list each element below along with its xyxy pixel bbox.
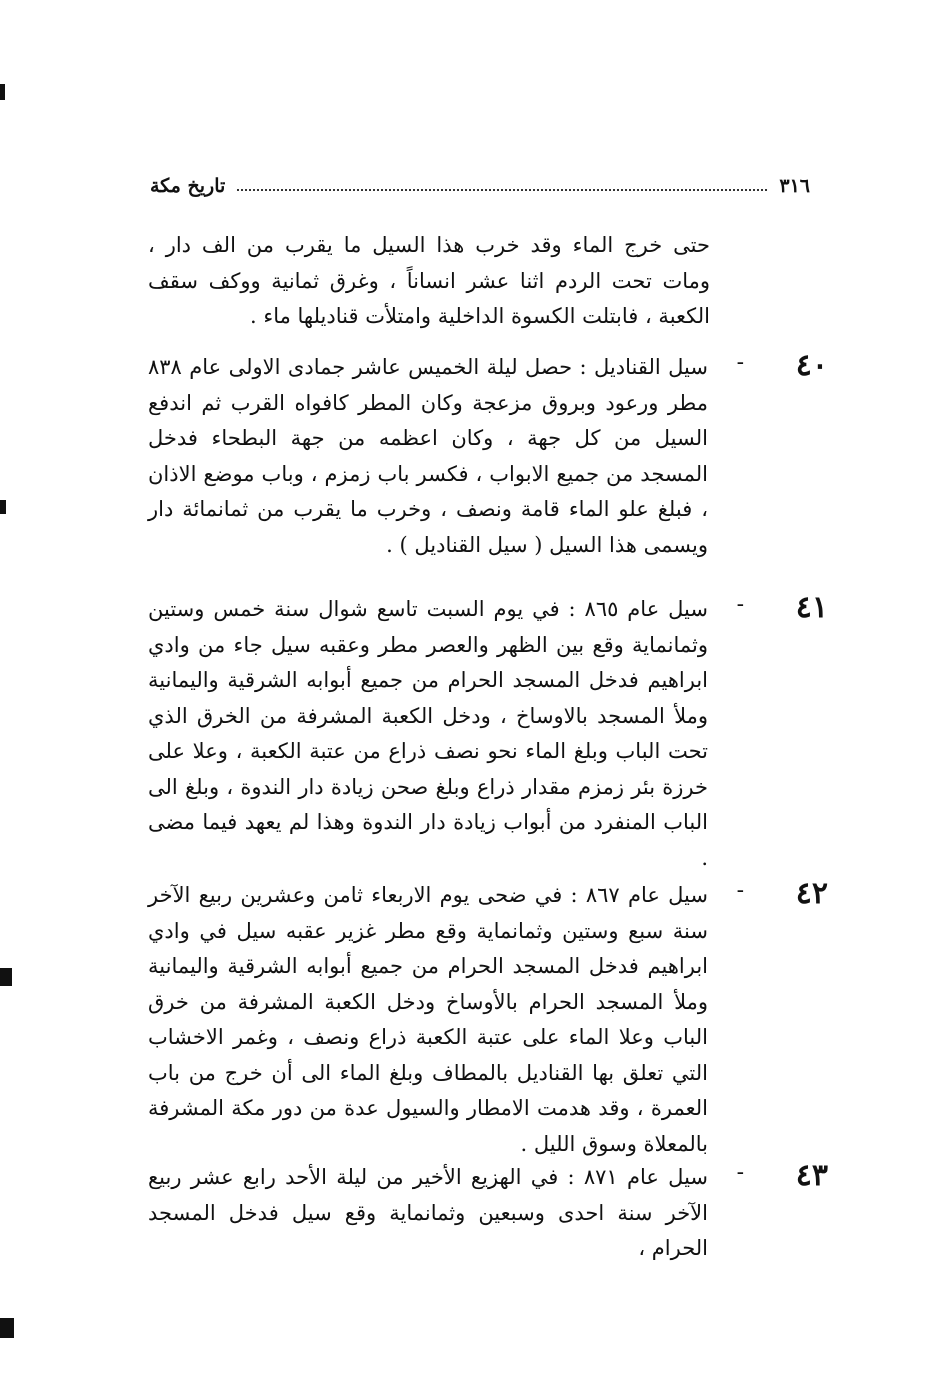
scan-edge-mark — [0, 500, 6, 514]
running-title: تاريخ مكة — [150, 175, 226, 197]
scan-edge-mark — [0, 968, 12, 986]
running-header — [150, 172, 810, 200]
scan-edge-mark — [0, 84, 5, 100]
continuation-paragraph: حتى خرج الماء وقد خرب هذا السيل ما يقرب من الف دار ، ومات تحت الردم اثنا عشر انساناً ، وغرق ثمانية ووكف سقف الكعبة ، فابتلت الكسوة الداخلية وامتلأت قناديلها ماء . — [148, 233, 710, 328]
entry-text: سيل عام ٨٦٥ : في يوم السبت تاسع شوال سنة خمس وستين وثمانماية وقع بين الظهر والعصر مطر وعقبه سيل جاء من وادي ابراهيم فدخل المسجد الحرام من جميع أبوابه الشرقية واليمانية وملأ المسجد بالاوساخ ، ودخل الكعبة المشرفة من الخرق الذي تحت الباب وبلغ الماء نحو نصف ذراع من عتبة الكعبة ، وعلا على خرزة بئر زمزم مقدار ذراع وبلغ صحن زيادة دار الندوة ، وبلغ الى الباب المنفرد من أبواب زيادة دار الندوة وهذا لم يعهد فيما مضى . — [148, 597, 708, 870]
entry-dash: - — [736, 350, 744, 375]
entry-dash: - — [736, 1160, 744, 1185]
header-dotted-leader — [237, 189, 767, 191]
entry-text: سيل القناديل : حصل ليلة الخميس عاشر جمادى الاولى عام ٨٣٨ مطر ورعود وبروق مزعجة وكان المطر كافواه القرب ثم اندفع السيل من كل جهة ، وكان اعظمه من جهة البطحاء فدخل المسجد من جميع الابواب ، فكسر باب زمزم ، وباب موضع الاذان ، فبلغ علو الماء قامة ونصف ، وخرب ما يقرب من ثمانمائة دار ويسمى هذا السيل ( سيل القناديل ) . — [148, 355, 708, 557]
entry-number: ٤٠ — [795, 348, 828, 383]
page-number: ٣١٦ — [779, 175, 810, 197]
entry-number: ٤١ — [795, 590, 828, 625]
entry-dash: - — [736, 878, 744, 903]
scan-edge-mark — [0, 1318, 14, 1338]
entry-number: ٤٣ — [795, 1158, 828, 1193]
entry-text: سيل عام ٨٧١ : في الهزيع الأخير من ليلة الأحد رابع عشر ربيع الآخر سنة احدى وسبعين وثمانماية وقع سيل فدخل المسجد الحرام ، — [148, 1165, 709, 1260]
entry-dash: - — [736, 592, 744, 617]
entry-number: ٤٢ — [795, 876, 828, 911]
entry-text: سيل عام ٨٦٧ : في ضحى يوم الاربعاء ثامن وعشرين ربيع الآخر سنة سبع وستين وثمانماية وقع مطر غزير عقبه سيل في وادي ابراهيم فدخل المسجد الحرام من جميع أبوابه الشرقية واليمانية وملأ المسجد الحرام بالأوساخ ودخل الكعبة المشرفة من خرق الباب وعلا الماء على عتبة الكعبة ذراع ونصف ، وغمر الاخشاب التي تعلق بها القناديل بالمطاف وبلغ الماء الى أن خرج من باب العمرة ، وقد هدمت الامطار والسيول عدة من دور مكة المشرفة بالمعلاة وسوق الليل . — [148, 883, 708, 1156]
